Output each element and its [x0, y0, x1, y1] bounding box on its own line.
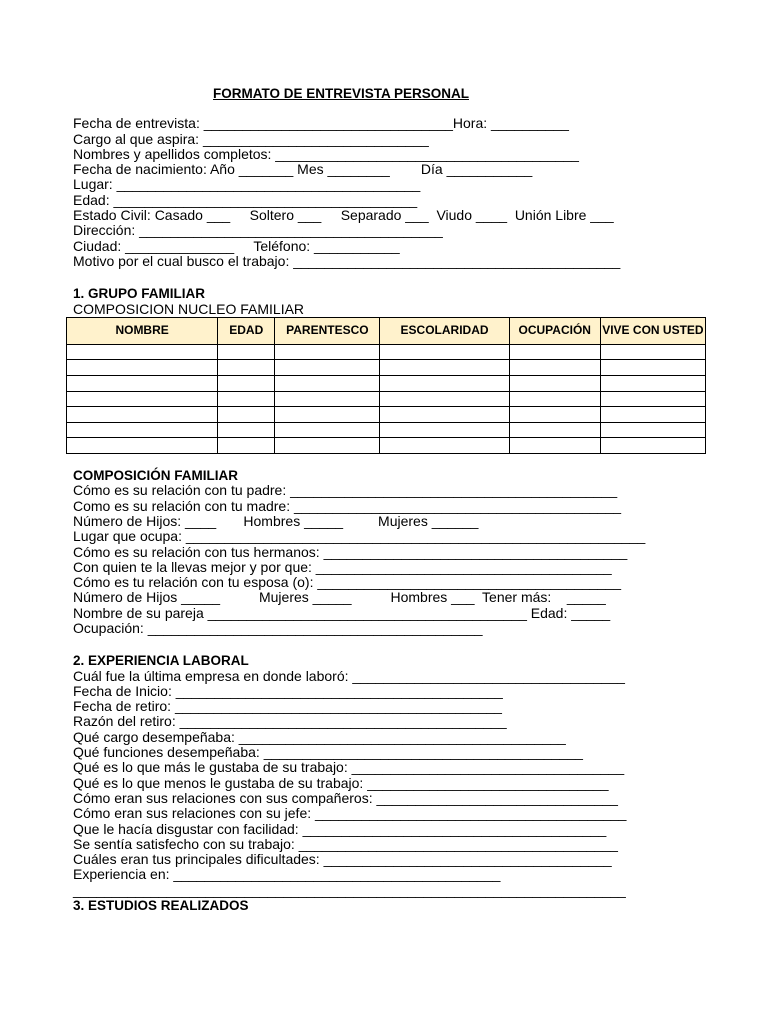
family-composition-section	[73, 468, 713, 636]
table-cell[interactable]	[275, 407, 380, 423]
liked-least-line[interactable]: Qué es lo que menos le gustaba de su trabajo: _______________________________	[73, 774, 609, 791]
birth-order-line[interactable]: Lugar que ocupa: ___________________________________________________________	[73, 528, 646, 545]
table-cell[interactable]	[509, 407, 600, 423]
table-cell[interactable]	[218, 422, 275, 438]
table-cell[interactable]	[67, 391, 218, 407]
table-cell[interactable]	[275, 360, 380, 376]
birth-date-line[interactable]: Fecha de nacimiento: Año _______ Mes ________ Día ___________	[73, 161, 533, 178]
interview-date-line[interactable]: Fecha de entrevista: ________________________________Hora: __________	[73, 115, 569, 132]
civil-status-line[interactable]: Estado Civil: Casado ___ Soltero ___ Separado ___ Viudo ____ Unión Libre ___	[73, 207, 614, 224]
father-relation-line[interactable]: Cómo es su relación con tu padre: __________________________________________	[73, 482, 618, 499]
children-count-line[interactable]: Número de Hijos: ____ Hombres _____ Mujeres ______	[73, 512, 479, 529]
table-row	[67, 376, 706, 392]
liked-most-line[interactable]: Qué es lo que más le gustaba de su trabajo: ___________________________________	[73, 759, 625, 776]
table-row	[67, 391, 706, 407]
siblings-relation-line[interactable]: Cómo es su relación con tus hermanos: _______________________________________	[73, 543, 628, 560]
table-cell[interactable]	[600, 438, 705, 454]
table-cell[interactable]	[218, 344, 275, 360]
table-cell[interactable]	[67, 344, 218, 360]
section-heading-studies: 3. ESTUDIOS REALIZADOS	[73, 898, 249, 914]
table-cell[interactable]	[600, 376, 705, 392]
section-heading-family-composition: COMPOSICIÓN FAMILIAR	[73, 468, 238, 484]
own-children-line[interactable]: Número de Hijos _____ Mujeres _____ Hombres ___ Tener más: _____	[73, 589, 606, 606]
start-date-line[interactable]: Fecha de Inicio: __________________________________________	[73, 682, 503, 699]
partner-occupation-line[interactable]: Ocupación: ___________________________________________	[73, 619, 483, 636]
place-line[interactable]: Lugar: _______________________________________	[73, 176, 421, 193]
table-cell[interactable]	[218, 391, 275, 407]
table-cell[interactable]	[509, 360, 600, 376]
table-cell[interactable]	[275, 344, 380, 360]
table-cell[interactable]	[218, 407, 275, 423]
work-experience-section	[73, 653, 713, 898]
end-date-line[interactable]: Fecha de retiro: __________________________________________	[73, 698, 502, 715]
full-name-line[interactable]: Nombres y apellidos completos: _______________________________________	[73, 145, 579, 162]
interview-form	[73, 86, 713, 913]
column-header-relationship: PARENTESCO	[275, 317, 380, 344]
mother-relation-line[interactable]: Como es su relación con tu madre: __________________________________________	[73, 497, 622, 514]
section-heading-family-group: 1. GRUPO FAMILIAR	[73, 286, 206, 302]
table-cell[interactable]	[67, 438, 218, 454]
personal-info-section	[73, 116, 713, 269]
difficulties-line[interactable]: Cuáles eran tus principales dificultades: _____________________________________	[73, 851, 612, 868]
table-cell[interactable]	[509, 344, 600, 360]
column-header-schooling: ESCOLARIDAD	[380, 317, 509, 344]
table-cell[interactable]	[67, 360, 218, 376]
table-cell[interactable]	[275, 391, 380, 407]
table-cell[interactable]	[380, 391, 509, 407]
job-title-line[interactable]: Qué cargo desempeñaba: __________________________________________	[73, 728, 566, 745]
table-row	[67, 438, 706, 454]
table-cell[interactable]	[275, 438, 380, 454]
city-phone-line[interactable]: Ciudad: ______________ Teléfono: ___________	[73, 237, 400, 254]
table-row	[67, 407, 706, 423]
best-relation-line[interactable]: Con quien te la llevas mejor y por que: ______________________________________	[73, 558, 612, 575]
table-cell[interactable]	[275, 422, 380, 438]
table-cell[interactable]	[218, 376, 275, 392]
table-cell[interactable]	[509, 422, 600, 438]
family-table	[66, 317, 706, 454]
table-cell[interactable]	[218, 360, 275, 376]
table-row	[67, 344, 706, 360]
table-cell[interactable]	[380, 438, 509, 454]
table-cell[interactable]	[509, 438, 600, 454]
leave-reason-line[interactable]: Razón del retiro: __________________________________________	[73, 713, 507, 730]
experience-in-line[interactable]: Experiencia en: __________________________________________	[73, 866, 501, 883]
column-header-name: NOMBRE	[67, 317, 218, 344]
table-cell[interactable]	[509, 376, 600, 392]
table-cell[interactable]	[600, 344, 705, 360]
family-nucleus-subheading: COMPOSICION NUCLEO FAMILIAR	[73, 300, 305, 317]
column-header-lives-with: VIVE CON USTED	[600, 317, 705, 344]
table-cell[interactable]	[67, 376, 218, 392]
column-header-age: EDAD	[218, 317, 275, 344]
coworker-relations-line[interactable]: Cómo eran sus relaciones con sus compañeros: _______________________________	[73, 789, 618, 806]
table-row	[67, 422, 706, 438]
boss-relations-line[interactable]: Cómo eran sus relaciones con su jefe: ________________________________________	[73, 805, 627, 822]
job-functions-line[interactable]: Qué funciones desempeñaba: _________________________________________	[73, 744, 583, 761]
table-cell[interactable]	[380, 376, 509, 392]
annoyances-line[interactable]: Que le hacía disgustar con facilidad: _______________________________________	[73, 820, 607, 837]
age-line[interactable]: Edad: _______________________________________	[73, 191, 418, 208]
address-line[interactable]: Dirección: _______________________________________	[73, 222, 443, 239]
partner-name-line[interactable]: Nombre de su pareja _________________________________________ Edad: _____	[73, 604, 611, 621]
table-cell[interactable]	[600, 422, 705, 438]
table-cell[interactable]	[218, 438, 275, 454]
table-cell[interactable]	[600, 360, 705, 376]
table-cell[interactable]	[380, 422, 509, 438]
table-cell[interactable]	[67, 422, 218, 438]
table-cell[interactable]	[509, 391, 600, 407]
table-cell[interactable]	[380, 407, 509, 423]
table-cell[interactable]	[275, 376, 380, 392]
table-cell[interactable]	[600, 391, 705, 407]
document-title: FORMATO DE ENTREVISTA PERSONAL	[212, 86, 469, 101]
satisfaction-line[interactable]: Se sentía satisfecho con su trabajo: _________________________________________	[73, 835, 618, 852]
family-table-header-row	[67, 317, 706, 344]
position-line[interactable]: Cargo al que aspira: _____________________________	[73, 130, 429, 147]
blank-line[interactable]: _______________________________________________________________________	[73, 881, 626, 898]
spouse-relation-line[interactable]: Cómo es tu relación con tu esposa (o): _______________________________________	[73, 574, 622, 591]
table-cell[interactable]	[380, 344, 509, 360]
section-heading-work-experience: 2. EXPERIENCIA LABORAL	[73, 653, 249, 669]
column-header-occupation: OCUPACIÓN	[509, 317, 600, 344]
job-reason-line[interactable]: Motivo por el cual busco el trabajo: __________________________________________	[73, 252, 621, 269]
last-company-line[interactable]: Cuál fue la última empresa en donde laboró: ___________________________________	[73, 667, 625, 684]
table-cell[interactable]	[67, 407, 218, 423]
family-group-section	[73, 286, 713, 454]
table-cell[interactable]	[380, 360, 509, 376]
table-cell[interactable]	[600, 407, 705, 423]
table-row	[67, 360, 706, 376]
